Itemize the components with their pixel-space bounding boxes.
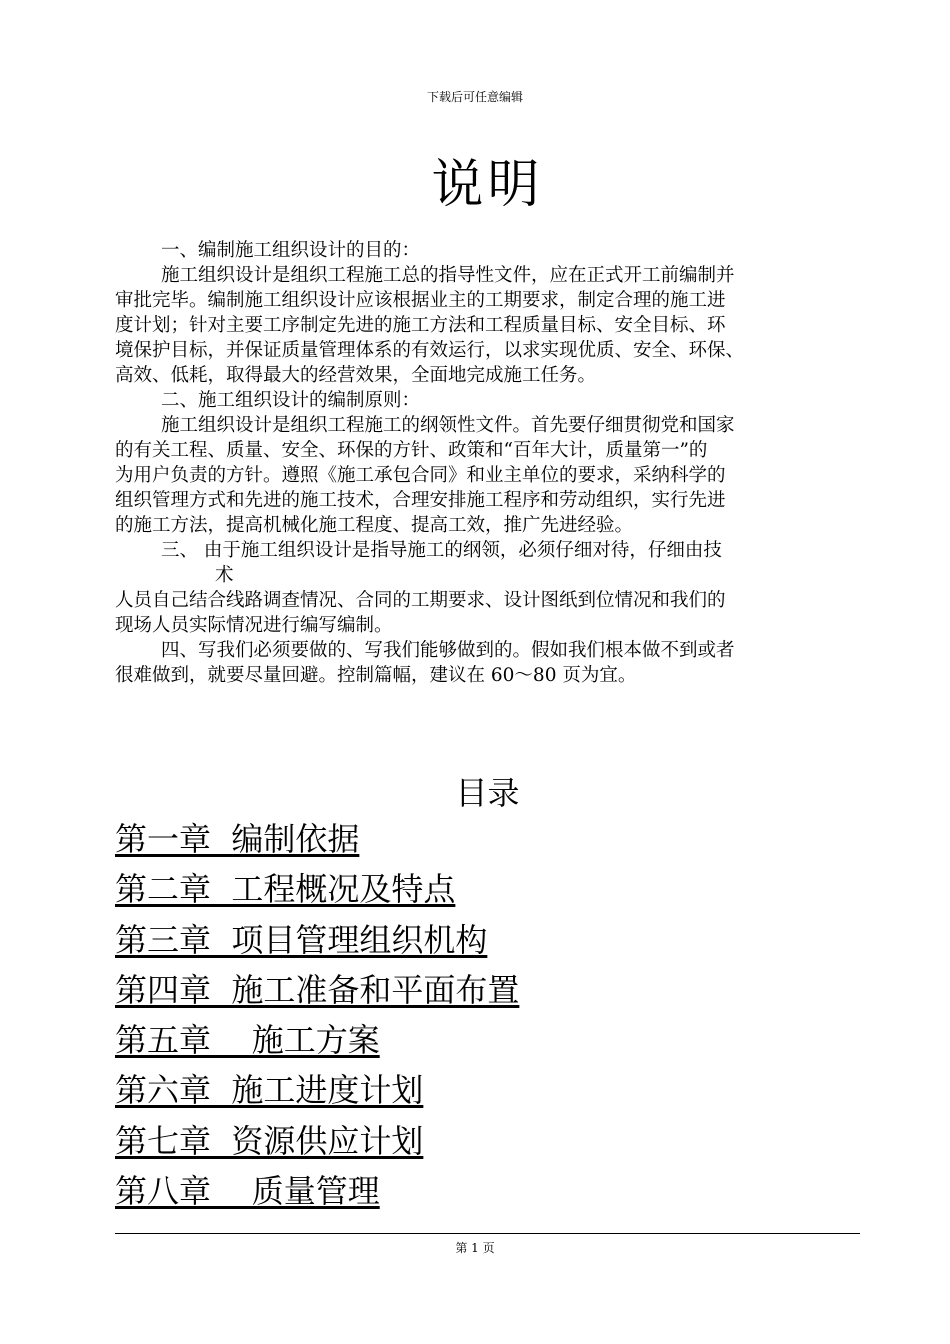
footer-divider	[115, 1233, 860, 1234]
paragraph-line: 的施工方法，提高机械化施工程度、提高工效，推广先进经验。	[115, 515, 634, 536]
page-header: 下载后可任意编辑	[426, 90, 523, 104]
toc-link-chapter-4[interactable]: 第四章 施工准备和平面布置	[115, 970, 520, 1009]
toc-link-chapter-8[interactable]: 第八章 质量管理	[115, 1172, 380, 1211]
toc-link-chapter-3[interactable]: 第三章 项目管理组织机构	[115, 920, 488, 959]
paragraph-line: 的有关工程、质量、安全、环保的方针、政策和“百年大计，质量第一”的	[115, 440, 708, 461]
toc-link-chapter-1[interactable]: 第一章 编制依据	[115, 820, 360, 858]
paragraph-line: 高效、低耗，取得最大的经营效果，全面地完成施工任务。	[115, 365, 597, 386]
page-number: 第 1 页	[455, 1241, 495, 1255]
paragraph-line: 境保护目标，并保证质量管理体系的有效运行，以求实现优质、安全、环保、	[115, 340, 745, 361]
table-of-contents	[115, 814, 519, 1216]
paragraph-line: 很难做到，就要尽量回避。控制篇幅，建议在 60～80 页为宜。	[115, 665, 637, 686]
toc-link-chapter-2[interactable]: 第二章 工程概况及特点	[115, 870, 456, 909]
paragraph-line: 二、施工组织设计的编制原则：	[161, 390, 421, 411]
paragraph-line: 审批完毕。编制施工组织设计应该根据业主的工期要求，制定合理的施工进	[115, 290, 726, 311]
paragraph-line: 组织管理方式和先进的施工技术，合理安排施工程序和劳动组织，实行先进	[115, 490, 726, 511]
paragraph-line: 为用户负责的方针。遵照《施工承包合同》和业主单位的要求，采纳科学的	[115, 465, 726, 486]
paragraph-line: 术	[215, 565, 234, 586]
page-title: 说明	[431, 155, 544, 215]
body-text	[115, 238, 875, 688]
toc-title: 目录	[455, 774, 520, 812]
paragraph-line: 度计划；针对主要工序制定先进的施工方法和工程质量目标、安全目标、环	[115, 315, 726, 336]
paragraph-line: 施工组织设计是组织工程施工总的指导性文件，应在正式开工前编制并	[161, 265, 735, 286]
paragraph-line: 施工组织设计是组织工程施工的纲领性文件。首先要仔细贯彻党和国家	[161, 415, 735, 436]
paragraph-line: 现场人员实际情况进行编写编制。	[115, 615, 393, 636]
toc-link-chapter-6[interactable]: 第六章 施工进度计划	[115, 1071, 424, 1110]
paragraph-line: 一、编制施工组织设计的目的：	[161, 240, 421, 261]
toc-link-chapter-5[interactable]: 第五章 施工方案	[115, 1021, 380, 1060]
paragraph-line: 三、 由于施工组织设计是指导施工的纲领，必须仔细对待，仔细由技	[161, 540, 722, 561]
paragraph-line: 人员自己结合线路调查情况、合同的工期要求、设计图纸到位情况和我们的	[115, 590, 726, 611]
toc-link-chapter-7[interactable]: 第七章 资源供应计划	[115, 1121, 424, 1160]
paragraph-line: 四、写我们必须要做的、写我们能够做到的。假如我们根本做不到或者	[161, 640, 735, 661]
